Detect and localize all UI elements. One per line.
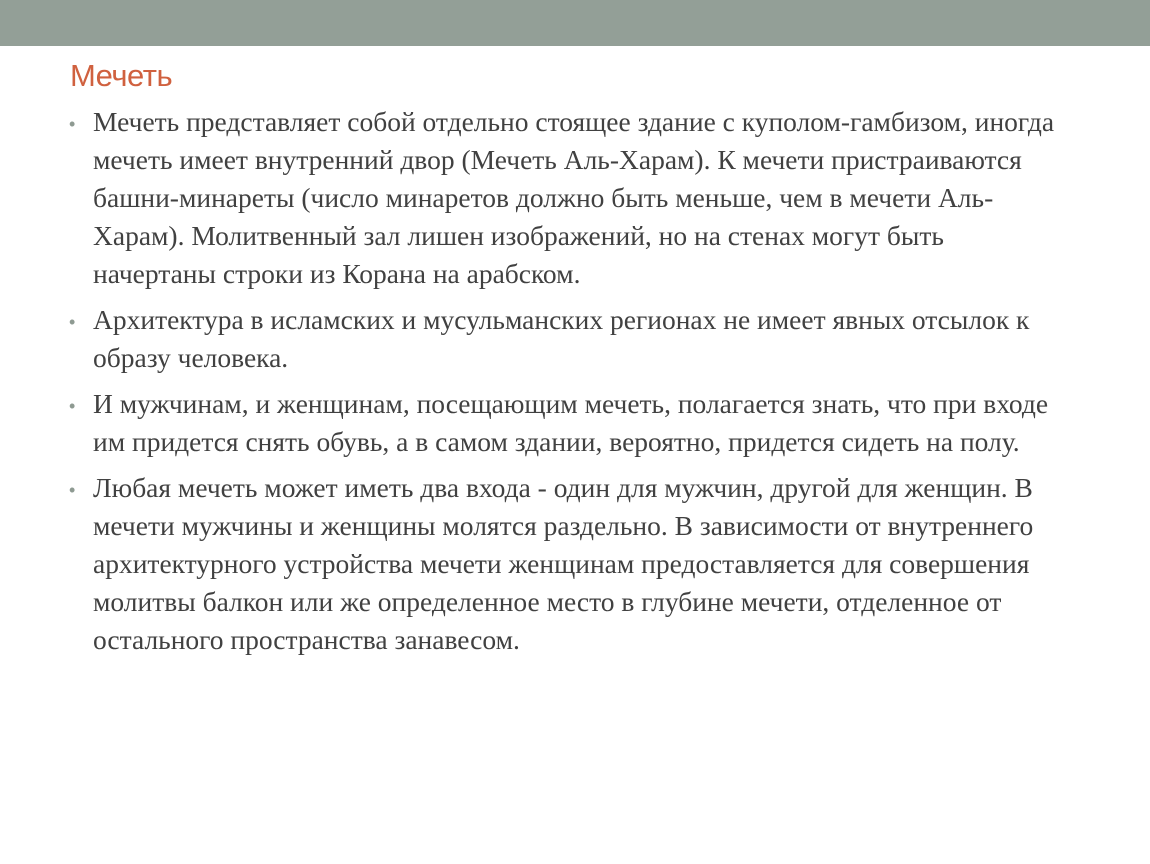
bullet-dot-icon: • bbox=[69, 396, 76, 416]
bullet-item bbox=[68, 103, 1068, 293]
slide-title: Мечеть bbox=[70, 58, 173, 93]
bullet-item bbox=[68, 469, 1068, 659]
bullet-dot-icon: • bbox=[69, 114, 76, 134]
header-band bbox=[0, 0, 1150, 46]
bullet-item bbox=[68, 385, 1068, 461]
bullet-dot-icon: • bbox=[69, 312, 76, 332]
bullet-text: И мужчинам, и женщинам, посещающим мечеть, полагается знать, что при входе им придется снять обувь, а в самом здании, вероятно, придется сидеть на полу. bbox=[93, 388, 1049, 457]
bullet-text: Архитектура в исламских и мусульманских регионах не имеет явных отсылок к образу человека. bbox=[93, 304, 1030, 373]
bullet-item bbox=[68, 301, 1068, 377]
bullet-dot-icon: • bbox=[69, 480, 76, 500]
bullet-list bbox=[68, 103, 1068, 667]
bullet-text: Мечеть представляет собой отдельно стоящее здание с куполом-гамбизом, иногда мечеть имеет внутренний двор (Мечеть Аль-Харам). К мечети пристраиваются башни-минареты (число минаретов должно быть меньше, чем в мечети Аль-Харам). Молитвенный зал лишен изображений, но на стенах могут быть начертаны строки из Корана на арабском. bbox=[93, 106, 1055, 289]
bullet-text: Любая мечеть может иметь два входа - один для мужчин, другой для женщин. В мечети мужчины и женщины молятся раздельно. В зависимости от внутреннего архитектурного устройства мечети женщинам предоставляется для совершения молитвы балкон или же определенное место в глубине мечети, отделенное от остального пространства занавесом. bbox=[93, 472, 1034, 655]
